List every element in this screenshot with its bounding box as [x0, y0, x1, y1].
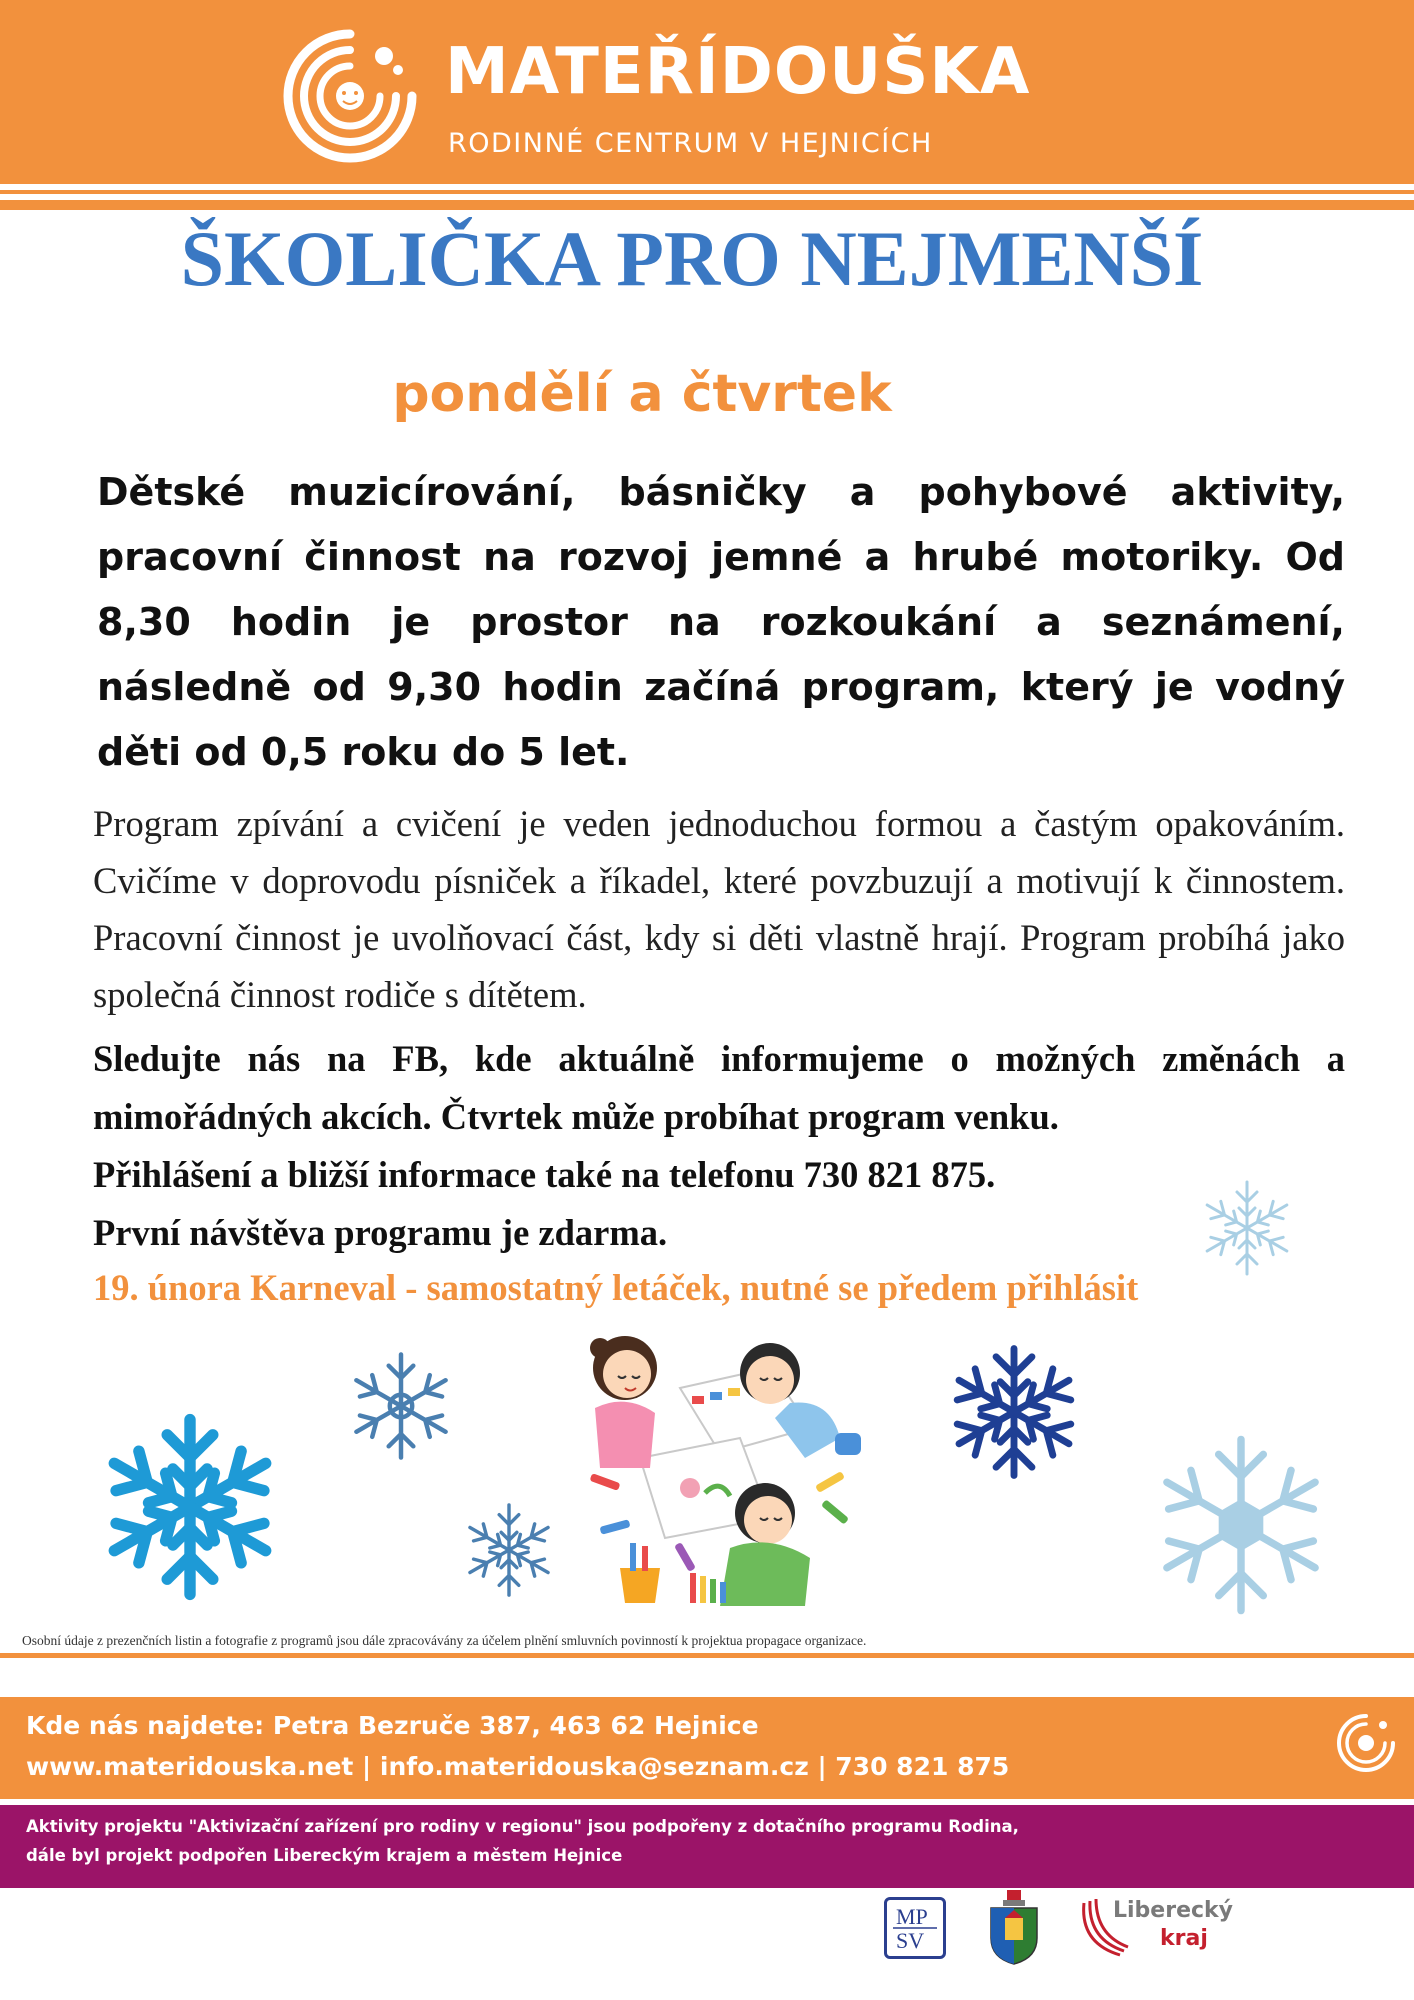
mpsv-divider-icon — [887, 1900, 943, 1956]
snowflake-icon — [95, 1412, 285, 1602]
materidouska-logo-icon — [278, 26, 422, 166]
hejnice-crest-logo — [985, 1888, 1043, 1966]
footer-address: Kde nás najdete: Petra Bezruče 387, 463 62 Hejnice — [26, 1711, 759, 1740]
intro-paragraph: Dětské muzicírování, básničky a pohybové aktivity, pracovní činnost na rozvoj jemné a hrubé motoriky. Od 8,30 hodin je prostor na rozkoukání a seznámení, následně od 9,30 hodin začíná program, který je vodný děti od 0,5 roku do 5 let. — [97, 470, 1345, 774]
notice-phone: Přihlášení a bližší informace také na telefonu 730 821 875. — [93, 1154, 996, 1195]
mpsv-logo — [884, 1897, 946, 1959]
schedule-days: pondělí a čtvrtek — [392, 364, 892, 424]
sponsor-text-line2: dále byl projekt podpořen Libereckým krajem a městem Hejnice — [26, 1846, 623, 1865]
snowflake-icon — [345, 1350, 457, 1462]
mpsv-logo-top: MP — [896, 1904, 928, 1929]
page-title: ŠKOLIČKA PRO NEJMENŠÍ — [180, 215, 1204, 302]
kraj-logo-text: Liberecký — [1113, 1898, 1234, 1923]
footer-contact[interactable]: www.materidouska.net | info.materidouska@seznam.cz | 730 821 875 — [26, 1752, 1010, 1781]
notice-block — [93, 1030, 1345, 1262]
snowflake-icon — [945, 1338, 1083, 1486]
brand-subtitle: RODINNÉ CENTRUM V HEJNICÍCH — [448, 128, 933, 159]
notice-free: První návštěva programu je zdarma. — [93, 1212, 668, 1253]
children-drawing-illustration — [570, 1318, 870, 1608]
karneval-announcement: 19. února Karneval - samostatný letáček, nutné se předem přihlásit — [93, 1267, 1139, 1308]
header-divider — [0, 190, 1414, 194]
snowflake-icon — [460, 1500, 558, 1600]
privacy-divider — [0, 1653, 1414, 1658]
snowflake-icon — [1197, 1176, 1297, 1280]
materidouska-small-logo-icon — [1335, 1712, 1397, 1774]
snowflake-icon — [1146, 1432, 1336, 1618]
program-description: Program zpívání a cvičení je veden jednoduchou formou a častým opakováním. Cvičíme v doprovodu písniček a říkadel, které povzbuzují a motivují k činnostem. Pracovní činnost je uvolňovací část, kdy si děti vlastně hrají. Program probíhá jako společná činnost rodiče s dítětem. — [93, 803, 1345, 1015]
sponsor-text-line1: Aktivity projektu "Aktivizační zařízení pro rodiny v regionu" jsou podpořeny z dotačního programu Rodina, — [26, 1817, 1019, 1836]
privacy-notice: Osobní údaje z prezenčních listin a fotografie z programů jsou dále zpracovávány za účelem plnění smluvních povinností k projektua propagace organizace. — [22, 1633, 867, 1648]
mpsv-logo-bottom: SV — [896, 1928, 925, 1953]
brand-name: MATEŘÍDOUŠKA — [445, 35, 1031, 109]
notice-fb: Sledujte nás na FB, kde aktuálně informujeme o možných změnách a mimořádných akcích. Čtvrtek může probíhat program venku. — [93, 1038, 1345, 1137]
kraj-logo-text-red: kraj — [1160, 1926, 1208, 1951]
header-divider-thick — [0, 200, 1414, 210]
